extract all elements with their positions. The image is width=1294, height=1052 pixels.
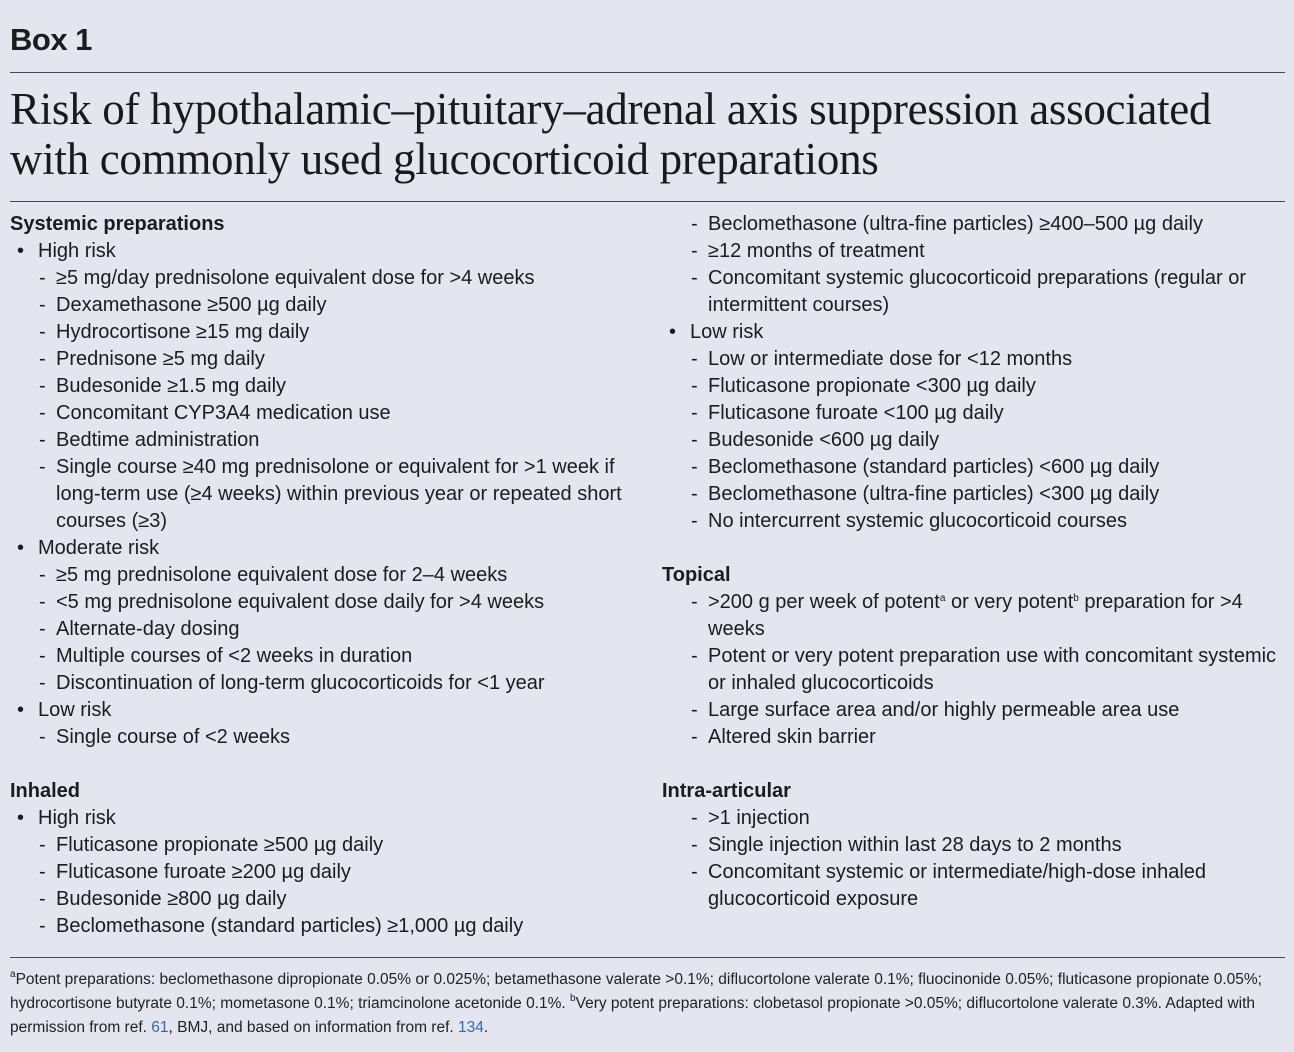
footnote-marker-b: b xyxy=(1073,593,1079,604)
footnote-rule xyxy=(10,957,1285,958)
systemic-low-risk xyxy=(10,697,640,751)
list-item: - ≥12 months of treatment xyxy=(662,238,1282,265)
list-item: - No intercurrent systemic glucocorticoid courses xyxy=(662,508,1282,535)
footnote-marker-a: a xyxy=(939,593,946,604)
list-item: - ≥5 mg/day prednisolone equivalent dose for >4 weeks xyxy=(10,265,640,292)
inhaled-low-risk xyxy=(662,319,1282,535)
item-text: >200 g per week of potent xyxy=(708,591,940,613)
list-item: - Discontinuation of long-term glucocorticoids for <1 year xyxy=(10,670,640,697)
list-item: - <5 mg prednisolone equivalent dose daily for >4 weeks xyxy=(10,589,640,616)
list-item: - Fluticasone propionate ≥500 µg daily xyxy=(10,832,640,859)
risk-label: High risk xyxy=(38,807,116,829)
footnote-marker-a: a xyxy=(10,969,16,980)
left-column xyxy=(10,211,640,967)
list-item: - Beclomethasone (standard particles) <600 µg daily xyxy=(662,454,1282,481)
list-item xyxy=(662,589,1282,643)
list-item: - Fluticasone propionate <300 µg daily xyxy=(662,373,1282,400)
list-item: - Low or intermediate dose for <12 months xyxy=(662,346,1282,373)
list-item: - Budesonide ≥1.5 mg daily xyxy=(10,373,640,400)
list-item: - Single course ≥40 mg prednisolone or equivalent for >1 week if long-term use (≥4 weeks) within previous year or repeated short courses (≥3) xyxy=(10,454,640,535)
list-item: - Dexamethasone ≥500 µg daily xyxy=(10,292,640,319)
list-item: - Hydrocortisone ≥15 mg daily xyxy=(10,319,640,346)
risk-label: High risk xyxy=(38,240,116,262)
box-label: Box 1 xyxy=(10,22,92,57)
systemic-section xyxy=(10,211,640,751)
intra-articular-items xyxy=(662,805,1282,913)
inhaled-risk-list xyxy=(10,805,640,940)
footnote xyxy=(10,968,1285,1040)
reference-link-61[interactable]: 61 xyxy=(151,1019,169,1036)
list-item: - Fluticasone furoate <100 µg daily xyxy=(662,400,1282,427)
list-item: - Budesonide ≥800 µg daily xyxy=(10,886,640,913)
list-item: - Altered skin barrier xyxy=(662,724,1282,751)
list-item: - Beclomethasone (ultra-fine particles) <300 µg daily xyxy=(662,481,1282,508)
list-item: - Fluticasone furoate ≥200 µg daily xyxy=(10,859,640,886)
list-item: - Concomitant systemic glucocorticoid preparations (regular or intermittent courses) xyxy=(662,265,1282,319)
topical-section xyxy=(662,562,1282,751)
footnote-text: . xyxy=(483,1019,489,1036)
top-rule xyxy=(10,72,1285,73)
systemic-high-risk xyxy=(10,238,640,535)
list-item: - Potent or very potent preparation use with concomitant systemic or inhaled glucocorticoids xyxy=(662,643,1282,697)
inhaled-section xyxy=(10,778,640,940)
inhaled-high-items-right xyxy=(662,211,1282,319)
risk-label: Low risk xyxy=(690,321,764,343)
inhaled-high-items-left xyxy=(10,832,640,940)
list-item: - Concomitant systemic or intermediate/high-dose inhaled glucocorticoid exposure xyxy=(662,859,1282,913)
inhaled-continued xyxy=(662,211,1282,535)
list-item: - Large surface area and/or highly permeable area use xyxy=(662,697,1282,724)
systemic-heading: Systemic preparations xyxy=(10,213,225,235)
risk-label: Moderate risk xyxy=(38,537,160,559)
list-item: - Multiple courses of <2 weeks in duration xyxy=(10,643,640,670)
list-item: - Single course of <2 weeks xyxy=(10,724,640,751)
inhaled-low-items xyxy=(662,346,1282,535)
list-item: - Concomitant CYP3A4 medication use xyxy=(10,400,640,427)
list-item: - Beclomethasone (ultra-fine particles) ≥400–500 µg daily xyxy=(662,211,1282,238)
footnote-marker-b: b xyxy=(570,993,576,1004)
inhaled-heading: Inhaled xyxy=(10,780,81,802)
list-item: - Beclomethasone (standard particles) ≥1,000 µg daily xyxy=(10,913,640,940)
title-rule xyxy=(10,201,1285,202)
right-column xyxy=(662,211,1282,940)
list-item: - ≥5 mg prednisolone equivalent dose for 2–4 weeks xyxy=(10,562,640,589)
systemic-moderate-items xyxy=(10,562,640,697)
systemic-low-items xyxy=(10,724,640,751)
reference-link-134[interactable]: 134 xyxy=(457,1019,484,1036)
footnote-text: Very potent preparations: clobetasol propionate >0.05%; diflucortolone valerate 0.3%. Adapted with permission from ref. xyxy=(10,995,1256,1036)
risk-label: Low risk xyxy=(38,699,112,721)
list-item: - Prednisone ≥5 mg daily xyxy=(10,346,640,373)
inhaled-low-list xyxy=(662,319,1282,535)
item-text: preparation for >4 weeks xyxy=(708,591,1243,640)
inhaled-high-risk xyxy=(10,805,640,940)
systemic-risk-list xyxy=(10,238,640,751)
topical-heading: Topical xyxy=(662,564,731,586)
systemic-moderate-risk xyxy=(10,535,640,697)
footnote-text: Potent preparations: beclomethasone dipropionate 0.05% or 0.025%; betamethasone valerate >0.1%; diflucortolone valerate 0.1%; fluocinonide 0.05%; fluticasone propionate 0.05%; hydrocortisone butyrate 0.1%; mometasone 0.1%; triamcinolone acetonide 0.1%. xyxy=(10,971,1262,1012)
box-title: Risk of hypothalamic–pituitary–adrenal axis suppression associated with commonly used glucocorticoid preparations xyxy=(10,84,1212,184)
intra-articular-heading: Intra-articular xyxy=(662,780,791,802)
list-item: - Budesonide <600 µg daily xyxy=(662,427,1282,454)
list-item: - >1 injection xyxy=(662,805,1282,832)
systemic-high-items xyxy=(10,265,640,535)
intra-articular-section xyxy=(662,778,1282,913)
topical-items xyxy=(662,589,1282,751)
list-item: - Bedtime administration xyxy=(10,427,640,454)
list-item: - Single injection within last 28 days to 2 months xyxy=(662,832,1282,859)
item-text: or very potent xyxy=(945,591,1074,613)
list-item: - Alternate-day dosing xyxy=(10,616,640,643)
footnote-text: , BMJ, and based on information from ref. xyxy=(168,1019,458,1036)
